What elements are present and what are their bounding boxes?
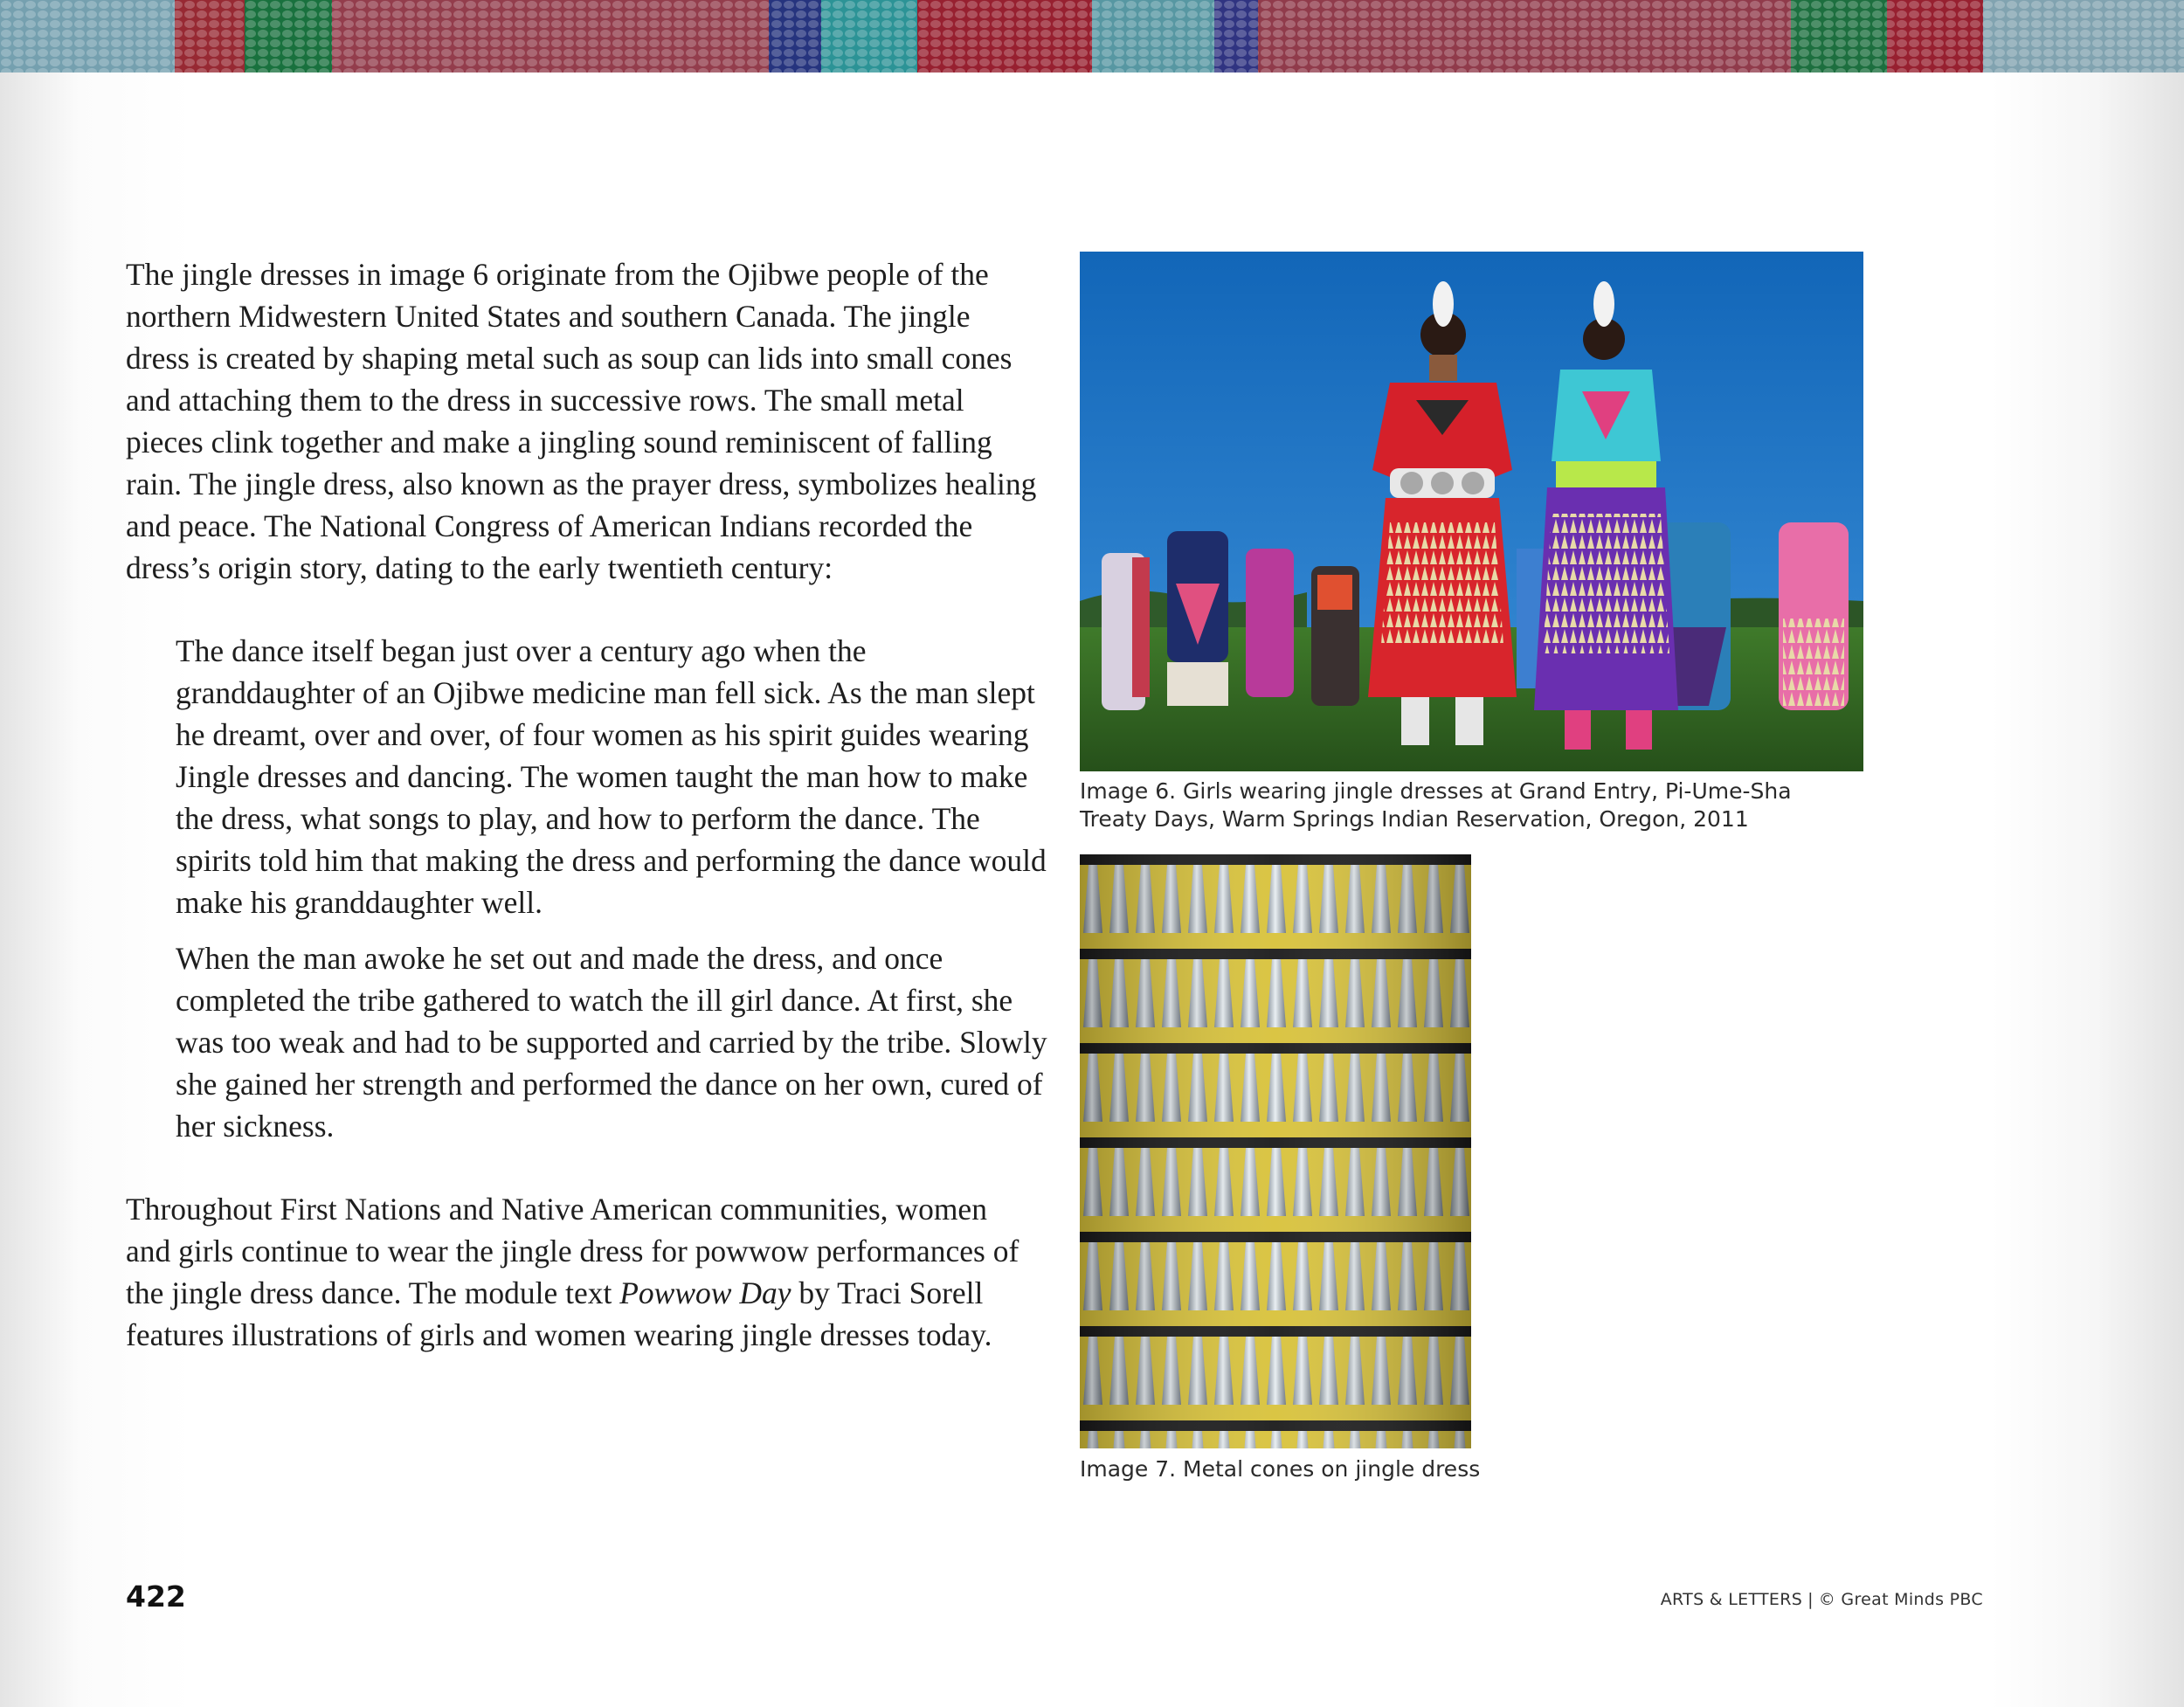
quote-paragraph-2: When the man awoke he set out and made the dress, and once completed the tribe gathered to watch the ill girl dance. At first, she was too weak and had to be supported and carried by the tribe. Slowly she gained her strength and performed the dance on her own, cured of her sickness. [176, 941, 1047, 1144]
body-text-column [126, 253, 1047, 1356]
closing-text-end: by Traci Sorell features illustrations of girls and women wearing jingle dresses today. [126, 1275, 992, 1352]
block-quote [176, 630, 1049, 1147]
footer-separator: | [1807, 1590, 1814, 1609]
copyright-text: © Great Minds PBC [1818, 1590, 1983, 1609]
intro-paragraph: The jingle dresses in image 6 originate from the Ojibwe people of the northern Midwestern United States and southern Canada. The jingle dress is created by shaping metal such as soup can lids into small cones and attaching them to the dress in successive rows. The small metal pieces clink together and make a jingling sound reminiscent of falling rain. The jingle dress, also known as the prayer dress, symbolizes healing and peace. The National Congress of American Indians recorded the dress’s origin story, dating to the early twentieth century: [126, 257, 1037, 585]
image-7-caption: Image 7. Metal cones on jingle dress [1080, 1456, 1481, 1482]
module-name: ARTS & LETTERS [1660, 1590, 1803, 1609]
book-title: Powwow Day [619, 1275, 791, 1310]
beaded-banner [0, 0, 2184, 73]
closing-paragraph [126, 1188, 1039, 1356]
image-6-dancers-photo [1080, 252, 1863, 771]
closing-text-start: Throughout First Nations and Native American communities, women and girls continue to wear the jingle dress for powwow performances of the jingle dress dance. The module text [126, 1192, 1019, 1310]
image-7-metal-cones-photo [1080, 854, 1471, 1448]
quote-paragraph-1: The dance itself began just over a century ago when the granddaughter of an Ojibwe medicine man fell sick. As the man slept he dreamt, over and over, of four women as his spirit guides wearing Jingle dresses and dancing. The women taught the man how to make the dress, what songs to play, and how to perform the dance. The spirits told him that making the dress and performing the dance would make his granddaughter well. [176, 633, 1047, 920]
footer-credit [1661, 1590, 1983, 1609]
image-6-caption: Image 6. Girls wearing jingle dresses at Grand Entry, Pi-Ume-Sha Treaty Days, Warm Springs Indian Reservation, Oregon, 2011 [1080, 778, 1792, 832]
page-number: 422 [126, 1579, 186, 1614]
